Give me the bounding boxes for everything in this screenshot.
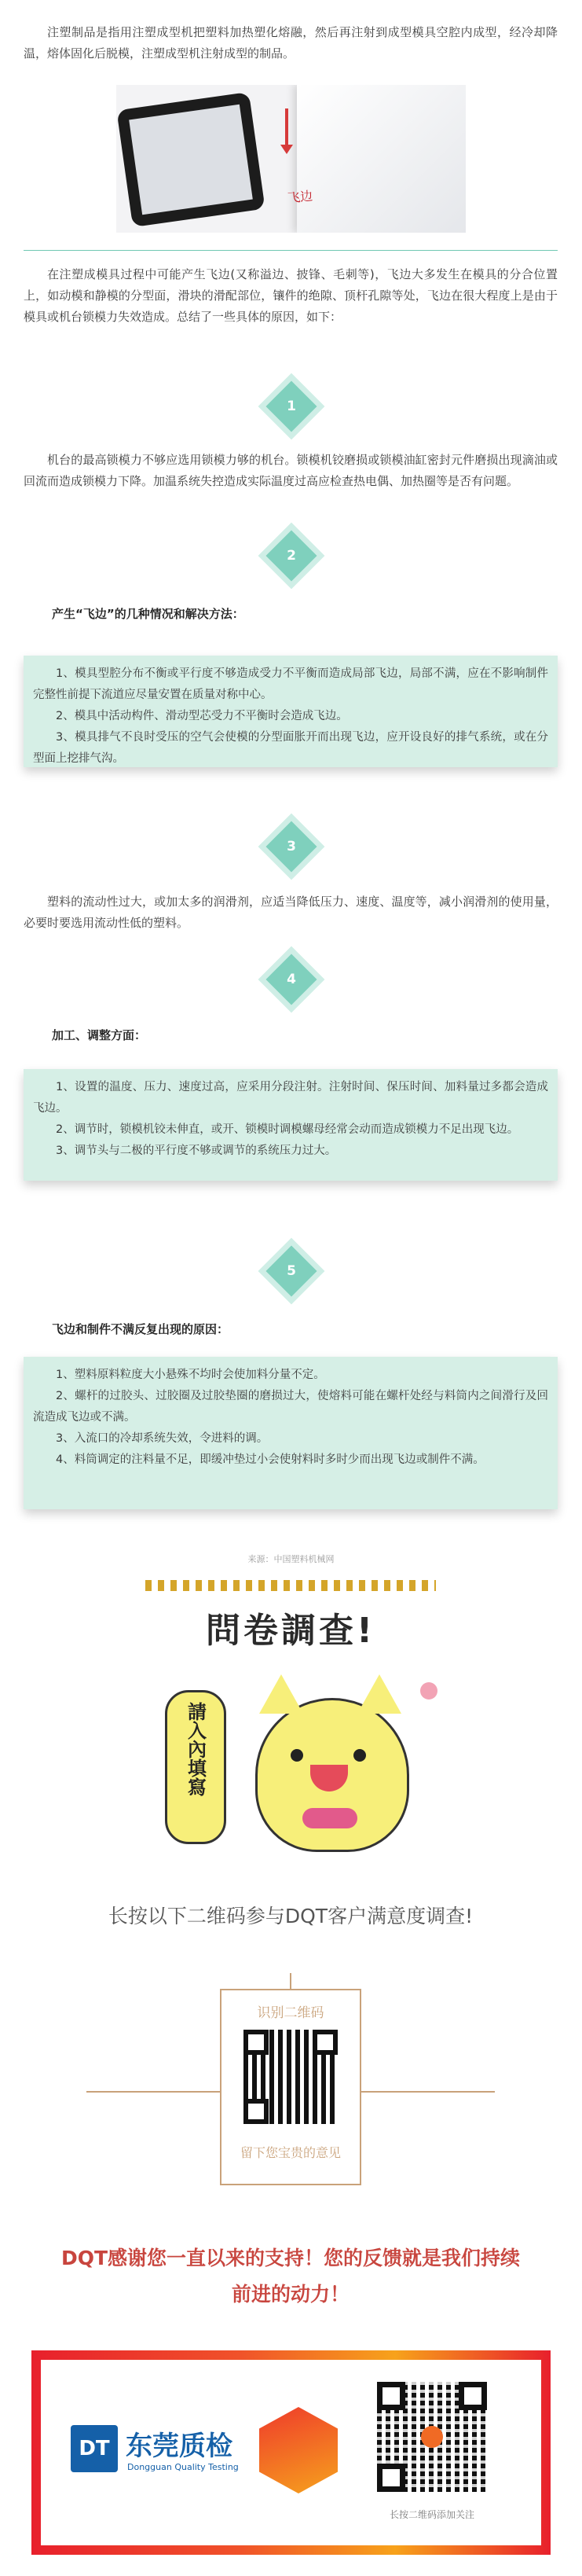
para-flash-causes	[24, 264, 558, 328]
section-badge-4	[258, 946, 325, 1013]
list-item: 2、模具中活动构件、滑动型芯受力不平衡时会造成飞边。	[56, 710, 348, 722]
list-item: 2、螺杆的过胶头、过胶圈及过胶垫圈的磨损过大，使熔料可能在螺杆处经与料筒内之间滑行及回流造成飞边或不满。	[33, 1390, 548, 1424]
section1-text: 机台的最高锁模力不够应选用锁模力够的机台。锁模机铰磨损或锁模油缸密封元件磨损出现滴油或回流而造成锁模力下降。加温系统失控造成实际温度过高应检查热电偶、加热圈等是否有问题。	[24, 453, 558, 488]
section5-heading: 飞边和制件不满反复出现的原因：	[52, 1322, 229, 1336]
qr-frame-line-right	[361, 2091, 495, 2093]
footer-qr-code[interactable]	[377, 2382, 487, 2492]
qr-frame	[220, 1989, 361, 2185]
section1	[24, 450, 558, 492]
para1-text: 在注塑成模具过程中可能产生飞边(又称溢边、披锋、毛刺等)，飞边大多发生在模具的分合位置上，如动模和静模的分型面，滑块的滑配部位，镶件的绝隙、顶杆孔隙等处，飞边在很大程度上是由于模具或机台锁模力失效造成。总结了一些具体的原因，如下：	[24, 267, 558, 324]
section5-box	[24, 1357, 558, 1509]
list-item: 2、调节时，锁模机铰未伸直，或开、锁模时调模螺母经常会动而造成锁模力不足出现飞边。	[56, 1123, 519, 1136]
section4-box	[24, 1069, 558, 1181]
divider	[24, 250, 558, 251]
section-badge-3	[258, 813, 325, 880]
source-note: 来源：中国塑料机械网	[247, 1554, 335, 1564]
section-badge-5	[258, 1237, 325, 1305]
badge-number: 2	[287, 548, 296, 564]
brand-english: Dongguan Quality Testing	[127, 2462, 239, 2472]
badge-number: 3	[287, 839, 296, 854]
section2-heading: 产生“飞边”的几种情况和解决方法：	[52, 607, 244, 621]
arrow-head-icon	[280, 145, 293, 154]
qr-frame-line-top	[290, 1973, 291, 1989]
footer-card	[31, 2350, 551, 2555]
badge-number: 1	[287, 399, 296, 414]
gold-confetti-strip	[145, 1580, 436, 1591]
list-item: 3、模具排气不良时受压的空气会使模的分型面胀开而出现飞边，应开设良好的排气系统，或在分型面上挖排气沟。	[33, 731, 548, 765]
dqt-logo	[71, 2425, 118, 2472]
list-item: 3、入流口的冷却系统失效，令进料的调。	[56, 1432, 269, 1445]
list-item: 3、调节头与二极的平行度不够或调节的系统压力过大。	[56, 1145, 337, 1157]
dqt-logo-text: DT	[79, 2437, 110, 2460]
banner-title: 問卷調查!	[205, 1611, 376, 1651]
leave-comment: 留下您宝贵的意见	[240, 2145, 341, 2160]
scan-label: 识别二维码	[257, 2005, 324, 2021]
list-item: 1、模具型腔分布不衡或平行度不够造成受力不平衡而造成局部飞边，局部不满，应在不影响制件完整性前提下流道应尽量安置在质量对称中心。	[33, 667, 548, 701]
cat-sign-text: 請入內填寫	[184, 1702, 207, 1796]
section3-text: 塑料的流动性过大，或加太多的润滑剂，应适当降低压力、速度、温度等，减小润滑剂的使用量，必要时要选用流动性低的塑料。	[24, 895, 558, 930]
flower-icon	[420, 1682, 437, 1700]
list-item: 1、塑料原料粒度大小悬殊不均时会使加料分量不定。	[56, 1369, 325, 1381]
cat-sign	[165, 1690, 226, 1844]
section4-heading: 加工、调整方面：	[52, 1028, 147, 1042]
thanks-message: DQT感谢您一直以来的支持！您的反馈就是我们持续前进的动力！	[60, 2247, 521, 2306]
brand-name: 东莞质检	[126, 2431, 232, 2462]
section2-box	[24, 656, 558, 767]
survey-qr-code[interactable]	[243, 2030, 338, 2124]
follow-text: 长按二维码添加关注	[389, 2509, 474, 2520]
survey-banner	[130, 1572, 452, 1855]
photo-caption: 飞边	[287, 188, 314, 206]
product-photo	[116, 85, 466, 233]
section-badge-2	[258, 522, 325, 590]
black-frame-part	[116, 92, 265, 227]
arrow-icon	[285, 108, 288, 148]
qr-frame-line-left	[86, 2091, 220, 2093]
list-item: 4、料筒调定的注料量不足，即缓冲垫过小会使射料时多时少而出现飞边或制件不满。	[56, 1453, 485, 1466]
section-badge-1	[258, 373, 325, 440]
cat-illustration	[247, 1666, 412, 1847]
survey-prompt: 长按以下二维码参与DQT客户满意度调查!	[108, 1905, 474, 1927]
intro-text: 注塑制品是指用注塑成型机把塑料加热塑化熔融，然后再注射到成型模具空腔内成型，经冷却降温，熔体固化后脱模，注塑成型机注射成型的制品。	[24, 25, 558, 61]
badge-number: 5	[287, 1263, 296, 1279]
badge-number: 4	[287, 972, 296, 987]
list-item: 1、设置的温度、压力、速度过高，应采用分段注射。注射时间、保压时间、加料量过多都会造成飞边。	[33, 1081, 548, 1115]
intro-section	[24, 22, 558, 64]
section3	[24, 891, 558, 934]
white-block-part	[297, 85, 466, 233]
